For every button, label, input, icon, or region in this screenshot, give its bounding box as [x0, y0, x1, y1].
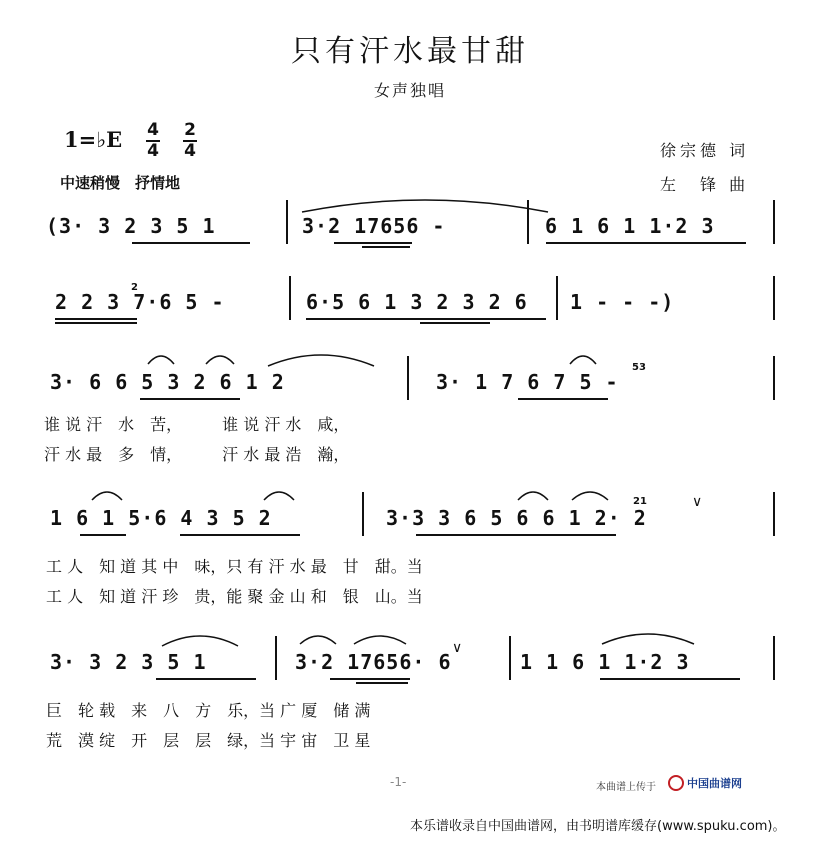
barline	[407, 356, 409, 400]
underline-beam	[80, 534, 126, 536]
underline-beam	[140, 398, 240, 400]
barline	[286, 200, 288, 244]
underline-beam	[334, 242, 412, 244]
barline	[362, 492, 364, 536]
slur	[204, 352, 236, 366]
measure-1-1: (3· 3 2 3 5 1	[46, 214, 216, 238]
lyricist-credit: 徐宗德 词	[660, 141, 750, 160]
underline-beam	[180, 534, 300, 536]
barline	[509, 636, 511, 680]
lyric-line-5a: 巨 轮 载 来 八 方 乐，当 广 厦 储 满	[46, 701, 371, 720]
page-number: -1-	[390, 775, 407, 789]
lyric-line-3a: 谁 说 汗 水 苦， 谁 说 汗 水 咸，	[44, 415, 350, 434]
slur	[146, 352, 176, 366]
grace-note: 53	[632, 362, 646, 373]
meter-a-bottom: 4	[147, 141, 159, 161]
underline-beam	[55, 322, 137, 324]
underline-beam	[600, 678, 740, 680]
underline-beam	[330, 678, 410, 680]
barline	[773, 356, 775, 400]
lyric-line-4a: 工 人 知 道 其 中 味，只 有 汗 水 最 甘 甜。当	[46, 557, 423, 576]
key-signature: 1=♭E	[64, 127, 123, 152]
meter-b-bottom: 4	[184, 141, 196, 161]
underline-beam	[132, 242, 250, 244]
measure-3-1: 3· 6 6 5 3 2 6 1 2	[50, 370, 285, 394]
time-signature-a	[146, 122, 160, 160]
barline	[773, 276, 775, 320]
underline-beam	[420, 322, 490, 324]
grace-note: 2	[131, 282, 138, 293]
measure-4-1: 1 6 1 5·6 4 3 5 2	[50, 506, 272, 530]
tempo-marking: 中速稍慢 抒情地	[60, 174, 181, 192]
grace-note: 21	[633, 496, 647, 507]
measure-1-3: 6 1 6 1 1·2 3	[545, 214, 715, 238]
measure-2-3: 1 - - -)	[570, 290, 675, 314]
slur	[570, 488, 610, 502]
archive-note: 本乐谱收录自中国曲谱网，由书明谱库缓存(www.spuku.com)。	[410, 819, 786, 834]
barline	[773, 200, 775, 244]
slur	[568, 352, 598, 366]
song-title: 只有汗水最甘甜	[291, 34, 529, 69]
barline	[289, 276, 291, 320]
underline-beam	[55, 318, 137, 320]
underline-beam	[416, 534, 616, 536]
underline-beam	[546, 242, 746, 244]
breath-mark: ∨	[452, 640, 463, 656]
measure-2-2: 6·5 6 1 3 2 3 2 6	[306, 290, 528, 314]
measure-5-1: 3· 3 2 3 5 1	[50, 650, 207, 674]
measure-3-2: 3· 1 7 6 7 5 -	[436, 370, 619, 394]
underline-beam	[518, 398, 608, 400]
lyric-line-5b: 荒 漠 绽 开 层 层 绿，当 宇 宙 卫 星	[46, 731, 371, 750]
composer-credit: 左 锋 曲	[660, 175, 750, 194]
meter-b-top: 2	[184, 120, 196, 140]
barline	[275, 636, 277, 680]
measure-5-2: 3·2 17656· 6	[295, 650, 452, 674]
measure-1-2: 3·2 17656 -	[302, 214, 446, 238]
site-logo-text: 中国曲谱网	[687, 777, 742, 790]
time-signature-b	[183, 122, 197, 160]
underline-beam	[306, 318, 546, 320]
lyric-line-4b: 工 人 知 道 汗 珍 贵，能 聚 金 山 和 银 山。当	[46, 587, 423, 606]
meter-a-top: 4	[147, 120, 159, 140]
lyric-line-3b: 汗 水 最 多 情， 汗 水 最 浩 瀚，	[44, 445, 350, 464]
logo-icon	[668, 775, 684, 791]
barline	[773, 636, 775, 680]
breath-mark: ∨	[692, 494, 703, 510]
measure-5-3: 1 1 6 1 1·2 3	[520, 650, 690, 674]
song-subtitle: 女声独唱	[373, 81, 446, 100]
slur	[300, 194, 550, 214]
barline	[556, 276, 558, 320]
slur	[90, 488, 124, 502]
upload-note: 本曲谱上传于	[596, 782, 656, 793]
site-logo	[668, 775, 742, 791]
slur	[516, 488, 550, 502]
slur	[160, 632, 240, 648]
slur	[266, 350, 376, 368]
slur	[352, 632, 408, 646]
underline-beam	[356, 682, 408, 684]
measure-2-1: 2 2 3 7·6 5 -	[55, 290, 225, 314]
slur	[262, 488, 296, 502]
underline-beam	[362, 246, 410, 248]
slur	[600, 630, 696, 646]
measure-4-2: 3·3 3 6 5 6 6 1 2· 2	[386, 506, 647, 530]
underline-beam	[156, 678, 256, 680]
slur	[298, 632, 338, 646]
barline	[773, 492, 775, 536]
